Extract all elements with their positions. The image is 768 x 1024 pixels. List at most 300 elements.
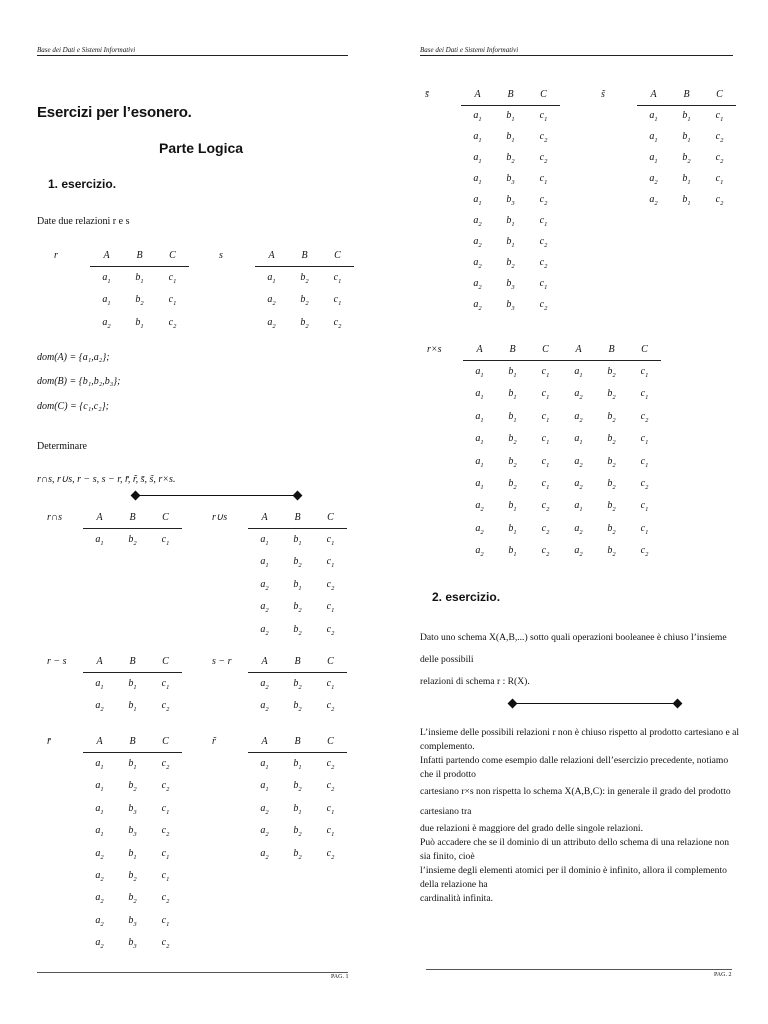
- table-cell: $a_2$: [260, 700, 269, 714]
- table-row: [54, 290, 189, 312]
- table-cell: $b_2$: [508, 455, 517, 469]
- relation-name: r̄: [47, 735, 51, 747]
- table-row: [425, 295, 560, 316]
- column-header: C: [321, 244, 354, 267]
- table-cell: $c_1$: [640, 433, 649, 447]
- table-row: [54, 312, 189, 334]
- table-cell: $b_3$: [506, 278, 515, 291]
- table-row: [425, 148, 560, 169]
- table-cell: $c_2$: [640, 545, 649, 559]
- page1-header-rule: [37, 55, 348, 56]
- table-cell: $c_2$: [161, 892, 170, 906]
- column-header: A: [83, 650, 116, 673]
- table-cell: $b_1$: [135, 316, 144, 330]
- table-cell: $a_2$: [102, 316, 111, 330]
- column-header: A: [461, 84, 494, 106]
- table-cell: $a_2$: [649, 194, 658, 207]
- table-cell: $b_2$: [607, 522, 616, 536]
- table-row: [219, 267, 354, 290]
- determine-label: Determinare: [37, 441, 87, 452]
- table-cell: $a_2$: [95, 914, 104, 928]
- table-cell: $b_2$: [293, 601, 302, 615]
- table-row: [427, 541, 661, 563]
- relation-name: r − s: [47, 655, 67, 667]
- relation-name: r∩s: [47, 511, 63, 523]
- page2-footer: PAG. 2: [714, 972, 732, 978]
- table-cell: $a_1$: [95, 780, 104, 794]
- table-cell: $c_2$: [541, 545, 550, 559]
- answer-line-2: Infatti partendo come esempio dalle relazioni dell’esercizio precedente, notiamo che il prodotto: [420, 755, 729, 780]
- table-cell: $a_1$: [473, 110, 482, 123]
- exercise-1-title: 1. esercizio.: [48, 177, 117, 191]
- table-row: [601, 169, 736, 190]
- table-cell: $b_1$: [135, 272, 144, 286]
- column-header: B: [288, 244, 321, 267]
- column-header: A: [463, 338, 496, 361]
- column-header: C: [149, 506, 182, 529]
- table-cell: $b_1$: [293, 758, 302, 772]
- table-cell: $b_2$: [293, 825, 302, 839]
- table-cell: $a_2$: [95, 700, 104, 714]
- table-cell: $c_2$: [539, 131, 548, 144]
- table-row: [427, 406, 661, 428]
- table-cell: $b_1$: [682, 194, 691, 207]
- table-cell: $c_1$: [640, 455, 649, 469]
- table-row: [425, 169, 560, 190]
- table-row: [47, 696, 182, 718]
- table-cell: $a_2$: [473, 236, 482, 249]
- table-cell: $a_2$: [473, 257, 482, 270]
- table-cell: $b_1$: [508, 366, 517, 380]
- page2-header-rule: [420, 55, 733, 56]
- table-cell: $b_2$: [682, 152, 691, 165]
- table-row: [47, 910, 182, 932]
- relation-r-tilde-table: [212, 730, 347, 865]
- table-cell: $c_2$: [161, 937, 170, 951]
- table-cell: $a_2$: [574, 545, 583, 559]
- table-cell: $a_2$: [574, 388, 583, 402]
- table-cell: $c_1$: [715, 110, 724, 123]
- table-cell: $c_2$: [640, 478, 649, 492]
- relation-r-complement-table: [47, 730, 182, 955]
- table-cell: $c_2$: [333, 316, 342, 330]
- column-header: B: [281, 650, 314, 673]
- table-cell: $c_1$: [640, 500, 649, 514]
- table-cell: $b_1$: [128, 678, 137, 692]
- table-row: [212, 552, 347, 574]
- table-cell: $c_2$: [161, 780, 170, 794]
- table-row: [47, 821, 182, 843]
- table-cell: $c_1$: [326, 601, 335, 615]
- table-cell: $b_2$: [293, 847, 302, 861]
- page-title: Esercizi per l’esonero.: [37, 104, 192, 121]
- table-row: [425, 232, 560, 253]
- table-cell: $b_2$: [607, 388, 616, 402]
- table-row: [427, 496, 661, 518]
- table-cell: $c_1$: [541, 388, 550, 402]
- table-cell: $b_3$: [128, 914, 137, 928]
- column-header: B: [116, 650, 149, 673]
- table-cell: $c_1$: [640, 366, 649, 380]
- table-cell: $a_1$: [475, 433, 484, 447]
- table-cell: $a_2$: [267, 316, 276, 330]
- table-cell: $c_2$: [539, 299, 548, 312]
- column-header: A: [562, 338, 595, 361]
- table-cell: $c_2$: [326, 700, 335, 714]
- table-cell: $b_1$: [128, 847, 137, 861]
- table-cell: $c_2$: [541, 500, 550, 514]
- column-header: C: [149, 650, 182, 673]
- table-cell: $a_1$: [260, 534, 269, 548]
- relation-intersection-table: [47, 506, 182, 552]
- exercise-2-question: [420, 627, 740, 693]
- relation-s-tilde-table: [601, 84, 736, 211]
- table-row: [212, 597, 347, 619]
- table-cell: $b_3$: [506, 299, 515, 312]
- table-cell: $c_1$: [333, 272, 342, 286]
- column-header: C: [314, 730, 347, 753]
- table-cell: $a_2$: [95, 847, 104, 861]
- table-cell: $a_2$: [473, 215, 482, 228]
- table-cell: $c_1$: [539, 110, 548, 123]
- table-cell: $b_2$: [293, 623, 302, 637]
- exercise-2-answer: [420, 726, 740, 906]
- column-header: C: [314, 650, 347, 673]
- table-row: [47, 753, 182, 776]
- table-cell: $c_1$: [541, 410, 550, 424]
- column-header: B: [116, 730, 149, 753]
- column-header: C: [527, 84, 560, 106]
- table-cell: $c_2$: [715, 194, 724, 207]
- table-cell: $a_2$: [260, 825, 269, 839]
- table-cell: $a_2$: [95, 937, 104, 951]
- column-header: A: [248, 650, 281, 673]
- column-header: B: [496, 338, 529, 361]
- table-cell: $a_1$: [95, 678, 104, 692]
- column-header: B: [494, 84, 527, 106]
- table-cell: $b_2$: [508, 433, 517, 447]
- table-cell: $c_1$: [541, 366, 550, 380]
- section-title: Parte Logica: [159, 140, 244, 156]
- table-cell: $c_1$: [326, 825, 335, 839]
- table-cell: $b_1$: [293, 578, 302, 592]
- table-row: [425, 190, 560, 211]
- table-cell: $b_1$: [682, 131, 691, 144]
- table-cell: $b_3$: [128, 937, 137, 951]
- column-header: B: [595, 338, 628, 361]
- page1-header: Base dei Dati e Sistemi Informativi: [37, 46, 136, 54]
- table-row: [212, 529, 347, 552]
- table-cell: $a_1$: [649, 131, 658, 144]
- column-header: C: [156, 244, 189, 267]
- section-divider-arrow: [135, 495, 298, 496]
- relation-s-minus-r-table: [212, 650, 347, 718]
- table-row: [427, 451, 661, 473]
- relation-name: s̄: [425, 89, 429, 101]
- table-cell: $c_2$: [715, 152, 724, 165]
- table-cell: $b_2$: [128, 780, 137, 794]
- table-row: [601, 148, 736, 169]
- table-cell: $b_2$: [293, 556, 302, 570]
- table-cell: $a_1$: [574, 433, 583, 447]
- table-row: [219, 312, 354, 334]
- table-cell: $c_2$: [161, 825, 170, 839]
- domain-b: dom(B) = {b₁,b₂,b₃};: [37, 376, 121, 387]
- column-header: A: [248, 730, 281, 753]
- relation-r-table: [54, 244, 189, 335]
- table-cell: $a_1$: [473, 152, 482, 165]
- table-cell: $a_1$: [473, 131, 482, 144]
- table-cell: $a_2$: [267, 294, 276, 308]
- table-row: [427, 518, 661, 540]
- table-cell: $b_1$: [682, 110, 691, 123]
- table-row: [219, 290, 354, 312]
- table-row: [47, 776, 182, 798]
- page1-footer-rule: [37, 972, 348, 973]
- table-cell: $c_2$: [326, 623, 335, 637]
- table-cell: $b_2$: [293, 700, 302, 714]
- table-cell: $a_1$: [473, 194, 482, 207]
- table-cell: $c_1$: [161, 802, 170, 816]
- table-cell: $b_2$: [135, 294, 144, 308]
- answer-line-7: cardinalità infinita.: [420, 893, 493, 904]
- table-row: [212, 821, 347, 843]
- table-cell: $c_1$: [541, 478, 550, 492]
- table-cell: $b_2$: [607, 366, 616, 380]
- table-row: [212, 753, 347, 776]
- table-cell: $c_2$: [539, 194, 548, 207]
- table-cell: $a_1$: [102, 272, 111, 286]
- table-row: [212, 776, 347, 798]
- table-cell: $a_2$: [574, 522, 583, 536]
- table-cell: $b_1$: [682, 173, 691, 186]
- table-cell: $c_2$: [539, 257, 548, 270]
- table-cell: $b_3$: [128, 825, 137, 839]
- table-cell: $a_2$: [475, 545, 484, 559]
- table-cell: $b_1$: [508, 410, 517, 424]
- page1-footer: PAG. 1: [331, 974, 349, 980]
- table-row: [425, 253, 560, 274]
- table-cell: $b_1$: [128, 758, 137, 772]
- table-cell: $c_1$: [541, 433, 550, 447]
- table-cell: $c_1$: [539, 278, 548, 291]
- table-row: [212, 574, 347, 596]
- table-cell: $a_1$: [95, 825, 104, 839]
- table-cell: $a_1$: [267, 272, 276, 286]
- table-cell: $b_2$: [607, 500, 616, 514]
- table-row: [212, 696, 347, 718]
- operations-list: r∩s, r∪s, r − s, s − r, r̄, r̃, s̄, s̃, r×s.: [37, 474, 176, 485]
- column-header: B: [116, 506, 149, 529]
- table-row: [427, 361, 661, 384]
- page2-footer-rule: [426, 969, 732, 970]
- table-cell: $b_1$: [128, 700, 137, 714]
- column-header: C: [314, 506, 347, 529]
- table-cell: $a_2$: [260, 847, 269, 861]
- table-cell: $b_1$: [508, 388, 517, 402]
- column-header: A: [83, 730, 116, 753]
- table-cell: $a_2$: [95, 870, 104, 884]
- table-row: [212, 798, 347, 820]
- relation-s-complement-table: [425, 84, 560, 316]
- table-cell: $a_1$: [95, 534, 104, 548]
- table-row: [47, 673, 182, 696]
- table-cell: $b_2$: [128, 892, 137, 906]
- column-header: C: [628, 338, 661, 361]
- table-cell: $c_2$: [326, 578, 335, 592]
- table-cell: $a_1$: [475, 478, 484, 492]
- page2-header: Base dei Dati e Sistemi Informativi: [420, 46, 519, 54]
- relation-s-table: [219, 244, 354, 335]
- table-cell: $a_1$: [260, 758, 269, 772]
- table-cell: $c_2$: [326, 780, 335, 794]
- table-cell: $c_1$: [326, 678, 335, 692]
- relation-name: r×s: [427, 343, 442, 355]
- table-cell: $c_2$: [161, 758, 170, 772]
- table-cell: $a_2$: [475, 500, 484, 514]
- table-row: [212, 843, 347, 865]
- table-cell: $b_2$: [607, 410, 616, 424]
- table-cell: $a_1$: [475, 388, 484, 402]
- table-cell: $c_1$: [161, 534, 170, 548]
- relation-name: r̃: [212, 735, 216, 747]
- table-cell: $c_1$: [161, 678, 170, 692]
- column-header: A: [90, 244, 123, 267]
- table-cell: $c_1$: [168, 272, 177, 286]
- table-cell: $a_2$: [649, 173, 658, 186]
- table-cell: $c_1$: [326, 534, 335, 548]
- table-cell: $a_1$: [475, 366, 484, 380]
- table-cell: $b_2$: [293, 780, 302, 794]
- table-cell: $b_2$: [300, 316, 309, 330]
- table-cell: $a_2$: [473, 299, 482, 312]
- table-cell: $a_2$: [574, 455, 583, 469]
- table-row: [601, 127, 736, 148]
- table-cell: $a_2$: [260, 578, 269, 592]
- table-row: [427, 473, 661, 495]
- table-cell: $a_2$: [260, 678, 269, 692]
- table-cell: $b_2$: [506, 257, 515, 270]
- column-header: B: [670, 84, 703, 106]
- relation-r-minus-s-table: [47, 650, 182, 718]
- table-cell: $a_2$: [260, 802, 269, 816]
- column-header: A: [637, 84, 670, 106]
- table-cell: $c_1$: [326, 556, 335, 570]
- table-cell: $b_1$: [506, 110, 515, 123]
- table-cell: $b_1$: [508, 500, 517, 514]
- table-cell: $a_1$: [574, 366, 583, 380]
- table-cell: $c_2$: [715, 131, 724, 144]
- table-cell: $c_1$: [640, 388, 649, 402]
- exercise-2-title: 2. esercizio.: [432, 590, 501, 604]
- table-cell: $c_1$: [539, 173, 548, 186]
- column-header: C: [149, 730, 182, 753]
- table-cell: $a_1$: [475, 455, 484, 469]
- table-cell: $b_2$: [607, 433, 616, 447]
- column-header: A: [83, 506, 116, 529]
- table-cell: $b_2$: [300, 294, 309, 308]
- table-cell: $a_1$: [260, 556, 269, 570]
- table-cell: $a_1$: [95, 758, 104, 772]
- table-cell: $c_2$: [161, 700, 170, 714]
- table-cell: $a_1$: [473, 173, 482, 186]
- answer-line-6: l’insieme degli elementi atomici per il dominio è infinito, allora il complemento della relazione ha: [420, 865, 727, 890]
- table-row: [425, 211, 560, 232]
- relation-name: s̃: [601, 89, 605, 101]
- table-row: [47, 843, 182, 865]
- column-header: A: [248, 506, 281, 529]
- table-cell: $b_2$: [607, 455, 616, 469]
- table-row: [425, 274, 560, 295]
- table-row: [54, 267, 189, 290]
- relation-cartesian-product-table: [427, 338, 661, 563]
- table-row: [47, 529, 182, 552]
- answer-line-3: cartesiano r×s non rispetta lo schema X(A,B,C): in generale il grado del prodotto cartesiano tra: [420, 786, 731, 817]
- domain-c: dom(C) = {c₁,c₂};: [37, 401, 109, 412]
- column-header: C: [529, 338, 562, 361]
- table-cell: $c_1$: [161, 914, 170, 928]
- table-cell: $a_1$: [260, 780, 269, 794]
- table-cell: $b_2$: [293, 678, 302, 692]
- relation-name: s: [219, 249, 223, 261]
- table-cell: $a_1$: [574, 500, 583, 514]
- table-cell: $a_1$: [475, 410, 484, 424]
- table-cell: $a_2$: [574, 478, 583, 492]
- table-cell: $b_3$: [506, 194, 515, 207]
- table-cell: $a_2$: [95, 892, 104, 906]
- table-cell: $c_2$: [539, 152, 548, 165]
- table-cell: $b_2$: [607, 478, 616, 492]
- table-cell: $a_1$: [649, 152, 658, 165]
- table-cell: $c_1$: [541, 455, 550, 469]
- answer-line-4: due relazioni è maggiore del grado delle singole relazioni.: [420, 823, 643, 834]
- answer-divider-arrow: [512, 703, 678, 704]
- table-row: [425, 106, 560, 128]
- table-cell: $c_2$: [539, 236, 548, 249]
- table-cell: $c_2$: [326, 847, 335, 861]
- table-cell: $c_2$: [541, 522, 550, 536]
- relation-union-table: [212, 506, 347, 641]
- table-cell: $b_1$: [506, 131, 515, 144]
- column-header: B: [281, 730, 314, 753]
- table-row: [427, 384, 661, 406]
- table-cell: $a_2$: [260, 601, 269, 615]
- column-header: C: [703, 84, 736, 106]
- table-cell: $b_1$: [293, 802, 302, 816]
- table-row: [47, 933, 182, 955]
- table-row: [427, 429, 661, 451]
- table-cell: $b_1$: [506, 215, 515, 228]
- answer-line-1: L’insieme delle possibili relazioni r non è chiuso rispetto al prodotto cartesiano e al complemento.: [420, 727, 740, 752]
- table-cell: $b_2$: [508, 478, 517, 492]
- table-row: [601, 106, 736, 128]
- table-cell: $a_1$: [102, 294, 111, 308]
- table-cell: $c_1$: [161, 870, 170, 884]
- table-cell: $a_2$: [473, 278, 482, 291]
- answer-line-5: Può accadere che se il dominio di un attributo dello schema di una relazione non sia finito, cioè: [420, 837, 730, 862]
- table-cell: $a_2$: [475, 522, 484, 536]
- column-header: B: [123, 244, 156, 267]
- table-row: [47, 865, 182, 887]
- table-cell: $b_2$: [506, 152, 515, 165]
- relation-name: r: [54, 249, 58, 261]
- table-cell: $c_2$: [640, 410, 649, 424]
- table-cell: $b_2$: [128, 870, 137, 884]
- table-row: [47, 798, 182, 820]
- table-row: [212, 673, 347, 696]
- table-cell: $b_2$: [607, 545, 616, 559]
- table-cell: $c_1$: [715, 173, 724, 186]
